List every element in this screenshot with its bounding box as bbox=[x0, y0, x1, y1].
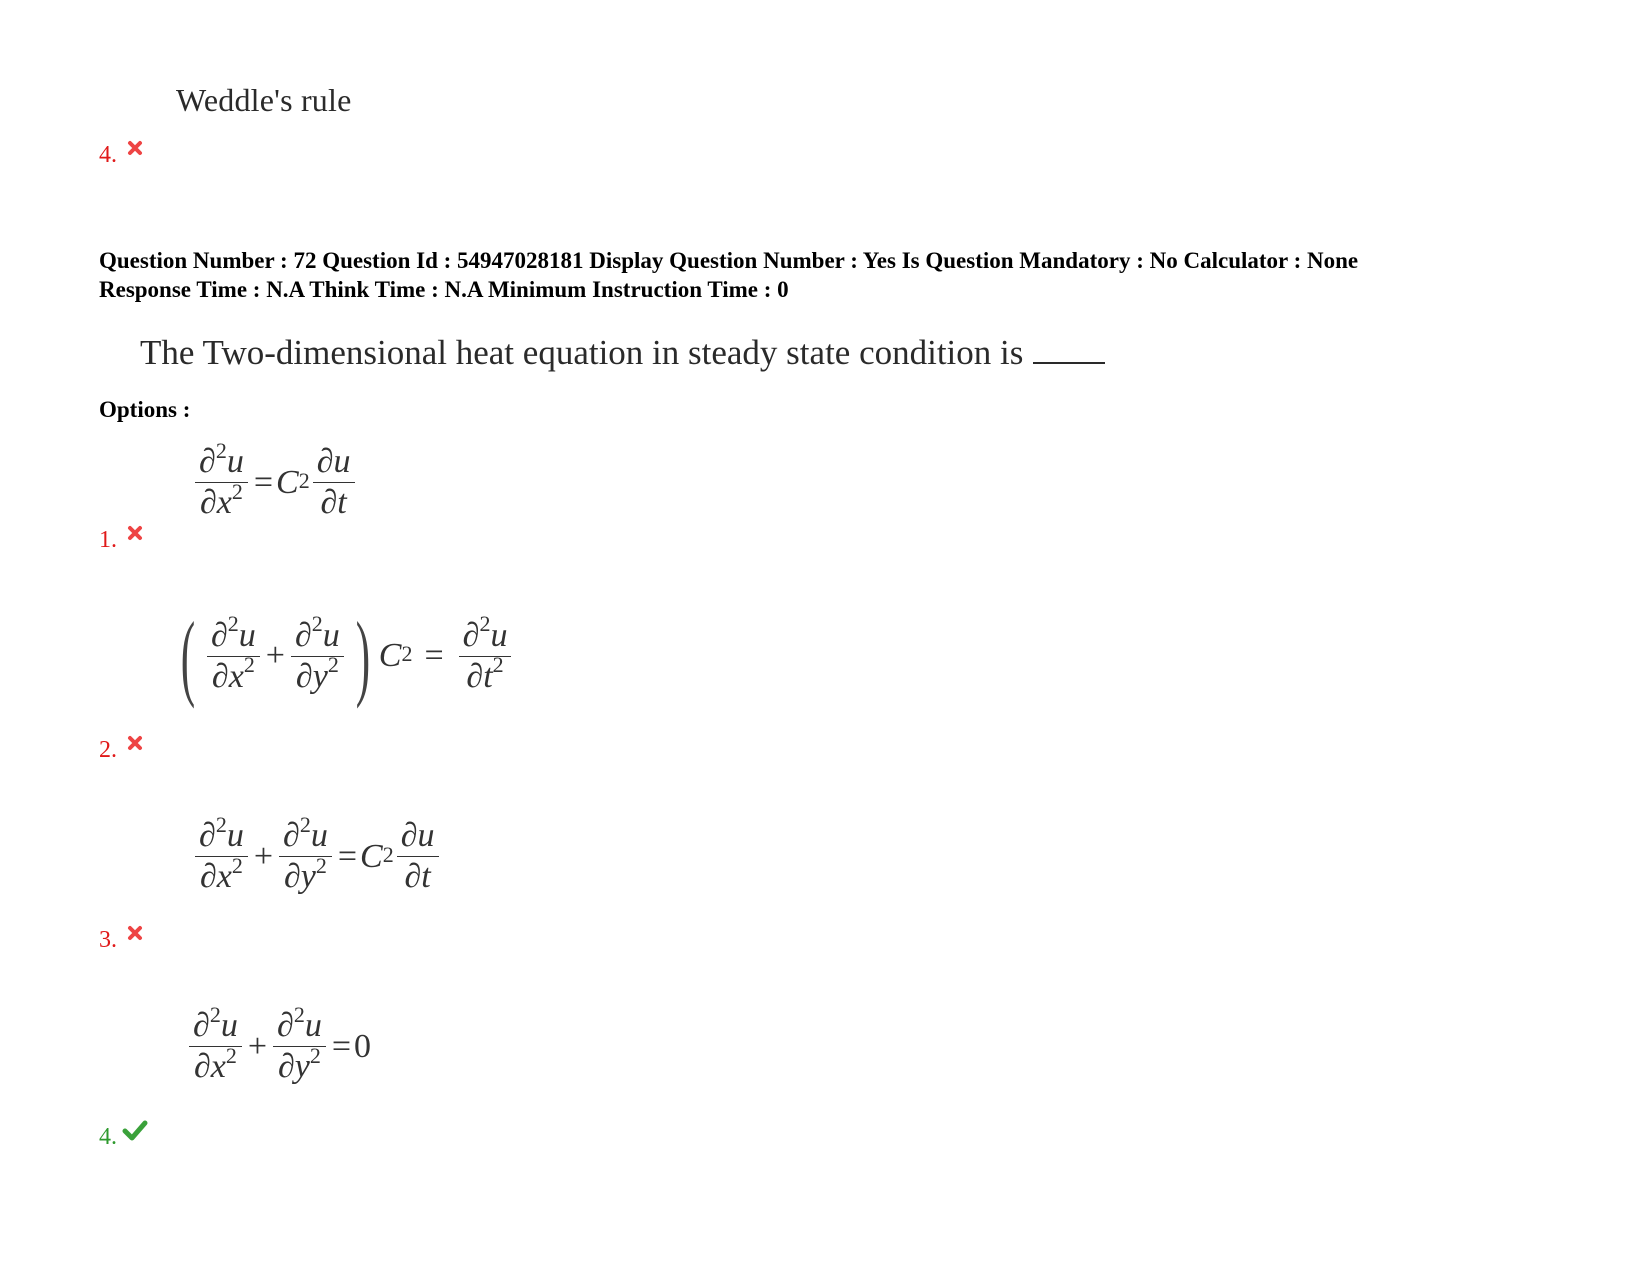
option-3-number: 3. bbox=[99, 927, 117, 953]
cross-icon bbox=[127, 140, 143, 156]
options-label: Options : bbox=[99, 397, 191, 422]
question-meta-line1: Question Number : 72 Question Id : 54947028181 Display Question Number : Yes Is Question Mandatory : No Calculator : None bbox=[99, 248, 1359, 273]
cross-icon bbox=[127, 925, 143, 941]
answer-blank bbox=[1033, 338, 1105, 364]
option-3-formula: $\frac{\partial^2u}{\partial x^2}$ + $\frac{\partial^2u}{\partial y^2}$ = C $^2$ $\frac{\partial u}{\partial t}$ bbox=[192, 816, 442, 897]
question-text bbox=[140, 333, 1105, 373]
option-2-formula: ( $\frac{\partial^2u}{\partial x^2}$ + $\frac{\partial^2u}{\partial y^2}$ ) C $^2$ = $\frac{\partial^2u}{\partial t^2}$ bbox=[172, 608, 514, 704]
question-meta-line2: Response Time : N.A Think Time : N.A Minimum Instruction Time : 0 bbox=[99, 277, 789, 302]
question-text-body: The Two-dimensional heat equation in steady state condition is bbox=[140, 333, 1024, 372]
option-1-number: 1. bbox=[99, 527, 117, 553]
check-icon bbox=[122, 1119, 148, 1141]
option-2-number: 2. bbox=[99, 737, 117, 763]
cross-icon bbox=[127, 525, 143, 541]
option-1-formula: $\frac{\partial^2u}{\partial x^2}$ = C $^2$ $\frac{\partial u}{\partial t}$ bbox=[192, 442, 358, 523]
option-4-number: 4. bbox=[99, 1124, 117, 1150]
previous-option-4-text: Weddle's rule bbox=[176, 82, 352, 118]
cross-icon bbox=[127, 735, 143, 751]
question-meta bbox=[99, 246, 1358, 304]
previous-option-4-number: 4. bbox=[99, 142, 117, 168]
option-4-formula: $\frac{\partial^2u}{\partial x^2}$ + $\frac{\partial^2u}{\partial y^2}$ = 0 bbox=[186, 1006, 371, 1087]
